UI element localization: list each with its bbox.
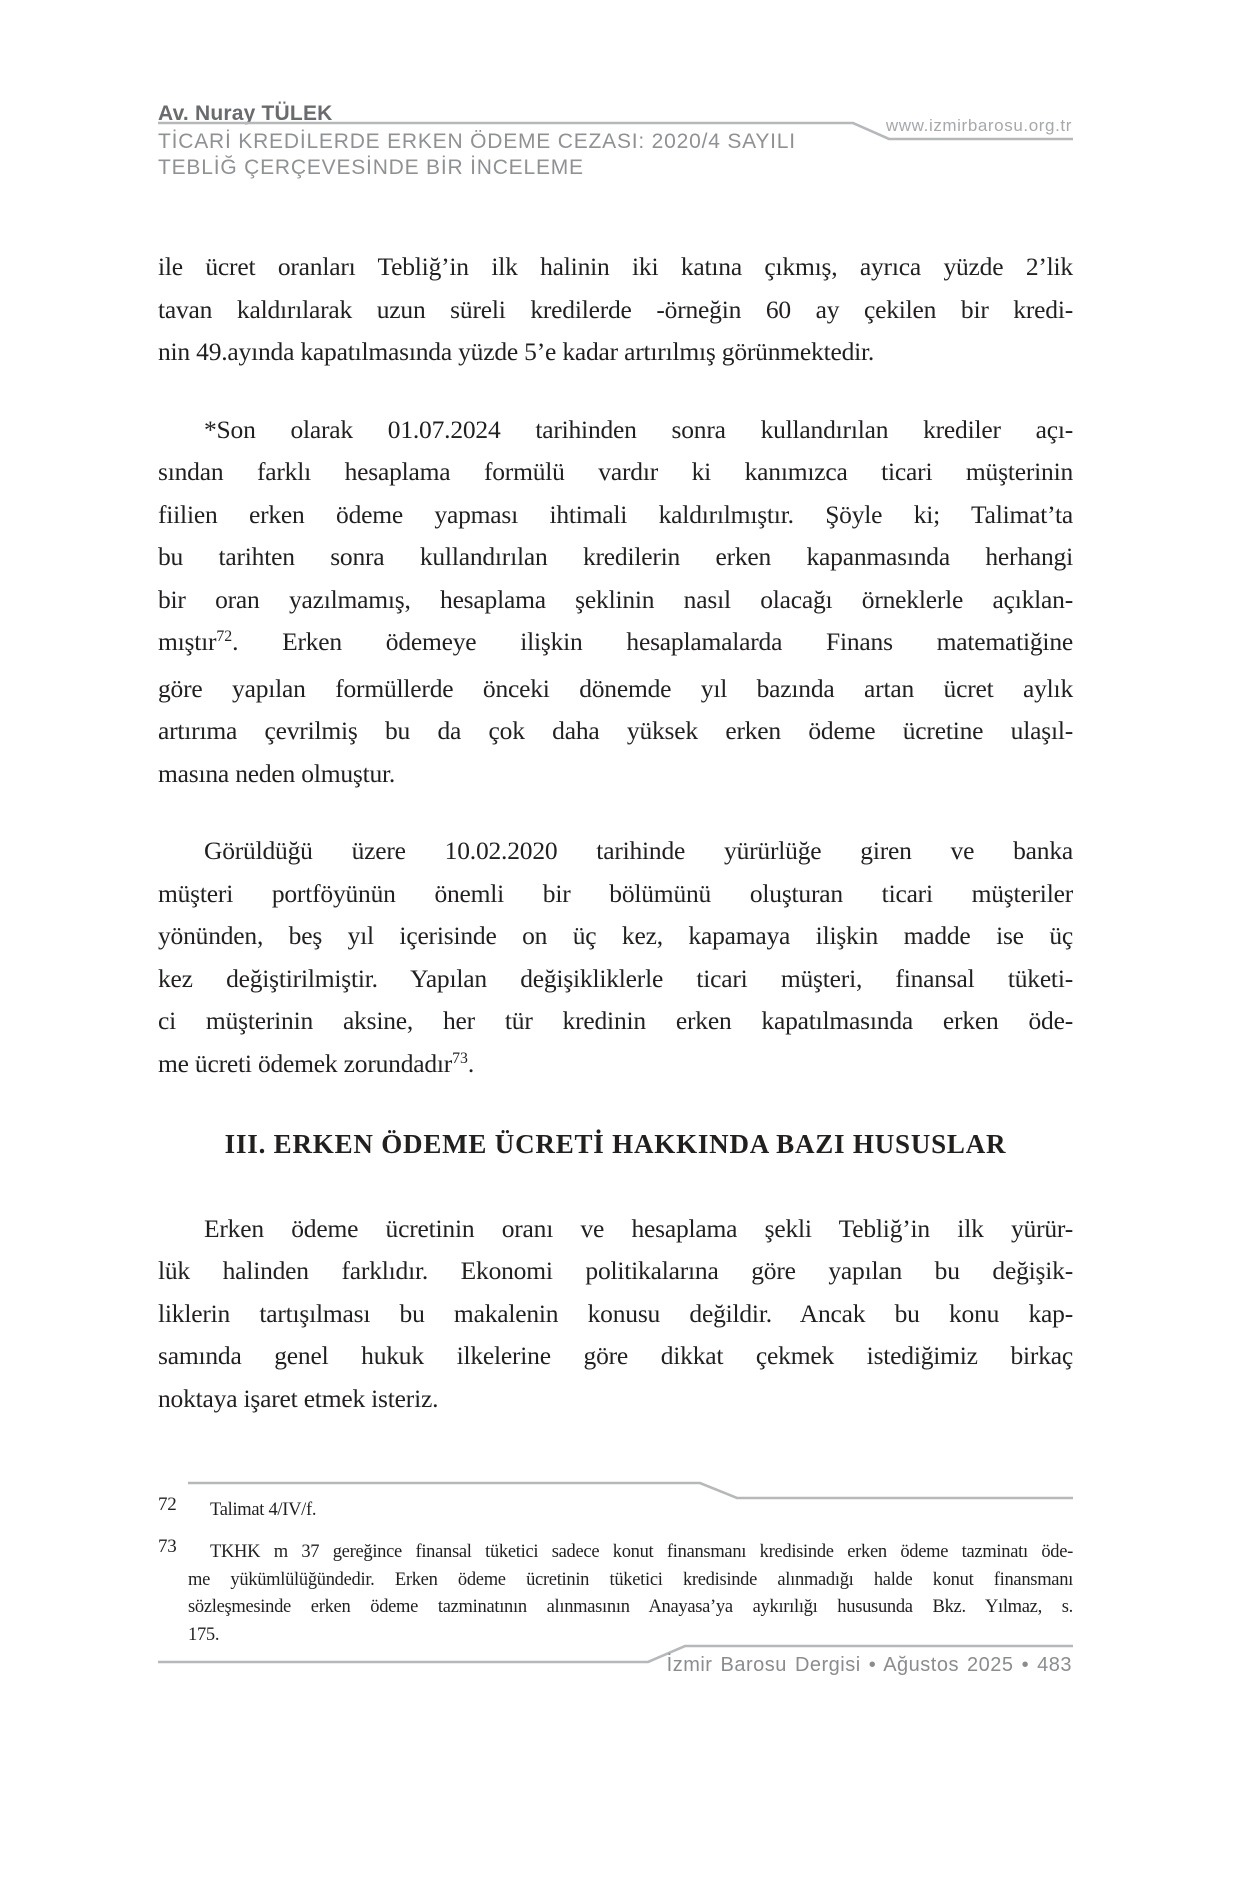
author-name: Av. Nuray TÜLEK xyxy=(158,102,333,125)
text-line: liklerin tartışılması bu makalenin konusu değildir. Ancak bu konu kap- xyxy=(158,1298,1073,1328)
footnote-73 xyxy=(158,1536,1073,1649)
journal-footer: İzmir Barosu Dergisi • Ağustos 2025 • 483 xyxy=(666,1654,1072,1676)
footnote-text xyxy=(188,1497,1073,1525)
footnote-text xyxy=(188,1539,1073,1649)
text-line: fiilien erken ödeme yapması ihtimali kaldırılmıştır. Şöyle ki; Talimat’ta xyxy=(158,499,1073,529)
text-line: me ücreti ödemek zorundadır$^{73}$. xyxy=(158,1048,475,1078)
text-line: masına neden olmuştur. xyxy=(158,758,396,788)
text-line: bu tarihten sonra kullandırılan kredilerin erken kapanmasında herhangi xyxy=(158,542,1073,571)
text-line: lük halinden farklıdır. Ekonomi politikalarına göre yapılan bu değişik- xyxy=(158,1256,1073,1285)
text-line: sından farklı hesaplama formülü vardır ki kanımızca ticari müşterinin xyxy=(158,457,1073,486)
text-line: yönünden, beş yıl içerisinde on üç kez, kapamaya ilişkin madde ise üç xyxy=(158,921,1073,950)
text-line: Görüldüğü üzere 10.02.2020 tarihinde yürürlüğe giren ve banka xyxy=(204,836,1073,865)
footnote-line: Talimat 4/IV/f. xyxy=(210,1500,317,1520)
footnotes-list xyxy=(158,1494,1073,1649)
footnote-line: TKHK m 37 gereğince finansal tüketici sadece konut finansmanı kredisinde erken ödeme tazminatı öde- xyxy=(210,1542,1073,1562)
text-line: ile ücret oranları Tebliğ’in ilk halinin iki katına çıkmış, ayrıca yüzde 2’lik xyxy=(158,252,1073,281)
text-line: tavan kaldırılarak uzun süreli kredilerde -örneğin 60 ay çekilen bir kredi- xyxy=(158,294,1073,324)
text-line: göre yapılan formüllerde önceki dönemde yıl bazında artan ücret aylık xyxy=(158,673,1073,703)
text-line: ci müşterinin aksine, her tür kredinin erken kapatılmasında erken öde- xyxy=(158,1006,1073,1035)
paragraph xyxy=(158,246,1073,374)
footnote-line: 175. xyxy=(188,1624,220,1645)
footnote-line: me yükümlülüğündedir. Erken ödeme ücretinin tüketici kredisinde alınmadığı halde konut finansmanı xyxy=(188,1569,1073,1590)
article-title xyxy=(158,129,796,181)
paragraph xyxy=(158,1208,1073,1421)
text-line: artırıma çevrilmiş bu da çok daha yüksek erken ödeme ücretine ulaşıl- xyxy=(158,716,1073,745)
footnote-number: 73 xyxy=(158,1536,177,1557)
text-line: Erken ödeme ücretinin oranı ve hesaplama şekli Tebliğ’in ilk yürür- xyxy=(204,1213,1073,1243)
article-body xyxy=(158,246,1073,1420)
paragraph xyxy=(158,830,1073,1089)
article-title-line2: TEBLİĞ ÇERÇEVESİNDE BİR İNCELEME xyxy=(158,156,584,179)
text-line: nin 49.ayında kapatılmasında yüzde 5’e kadar artırılmış görünmektedir. xyxy=(158,337,875,366)
text-line: bir oran yazılmamış, hesaplama şeklinin nasıl olacağı örneklerle açıklan- xyxy=(158,584,1073,614)
text-line: samında genel hukuk ilkelerine göre dikkat çekmek istediğimiz birkaç xyxy=(158,1341,1073,1370)
text-line: noktaya işaret etmek isteriz. xyxy=(158,1383,439,1413)
text-line: müşteri portföyünün önemli bir bölümünü oluşturan ticari müşteriler xyxy=(158,878,1073,908)
footnote-line: sözleşmesinde erken ödeme tazminatının alınmasının Anayasa’ya aykırılığı hususunda Bkz. Yılmaz, s. xyxy=(188,1597,1073,1617)
text-line: mıştır$^{72}$. Erken ödemeye ilişkin hesaplamalarda Finans matematiğine xyxy=(158,627,1073,656)
section-heading: III. ERKEN ÖDEME ÜCRETİ HAKKINDA BAZI HUSUSLAR xyxy=(224,1129,1007,1159)
footnote-72 xyxy=(158,1494,1073,1525)
website-url: www.izmirbarosu.org.tr xyxy=(885,116,1072,135)
paragraph xyxy=(158,409,1073,796)
text-line: *Son olarak 01.07.2024 tarihinden sonra kullandırılan krediler açı- xyxy=(204,414,1073,444)
footnote-number: 72 xyxy=(158,1494,177,1515)
article-title-line1: TİCARİ KREDİLERDE ERKEN ÖDEME CEZASI: 2020/4 SAYILI xyxy=(158,130,796,153)
text-line: kez değiştirilmiştir. Yapılan değişikliklerle ticari müşteri, finansal tüketi- xyxy=(158,963,1073,993)
